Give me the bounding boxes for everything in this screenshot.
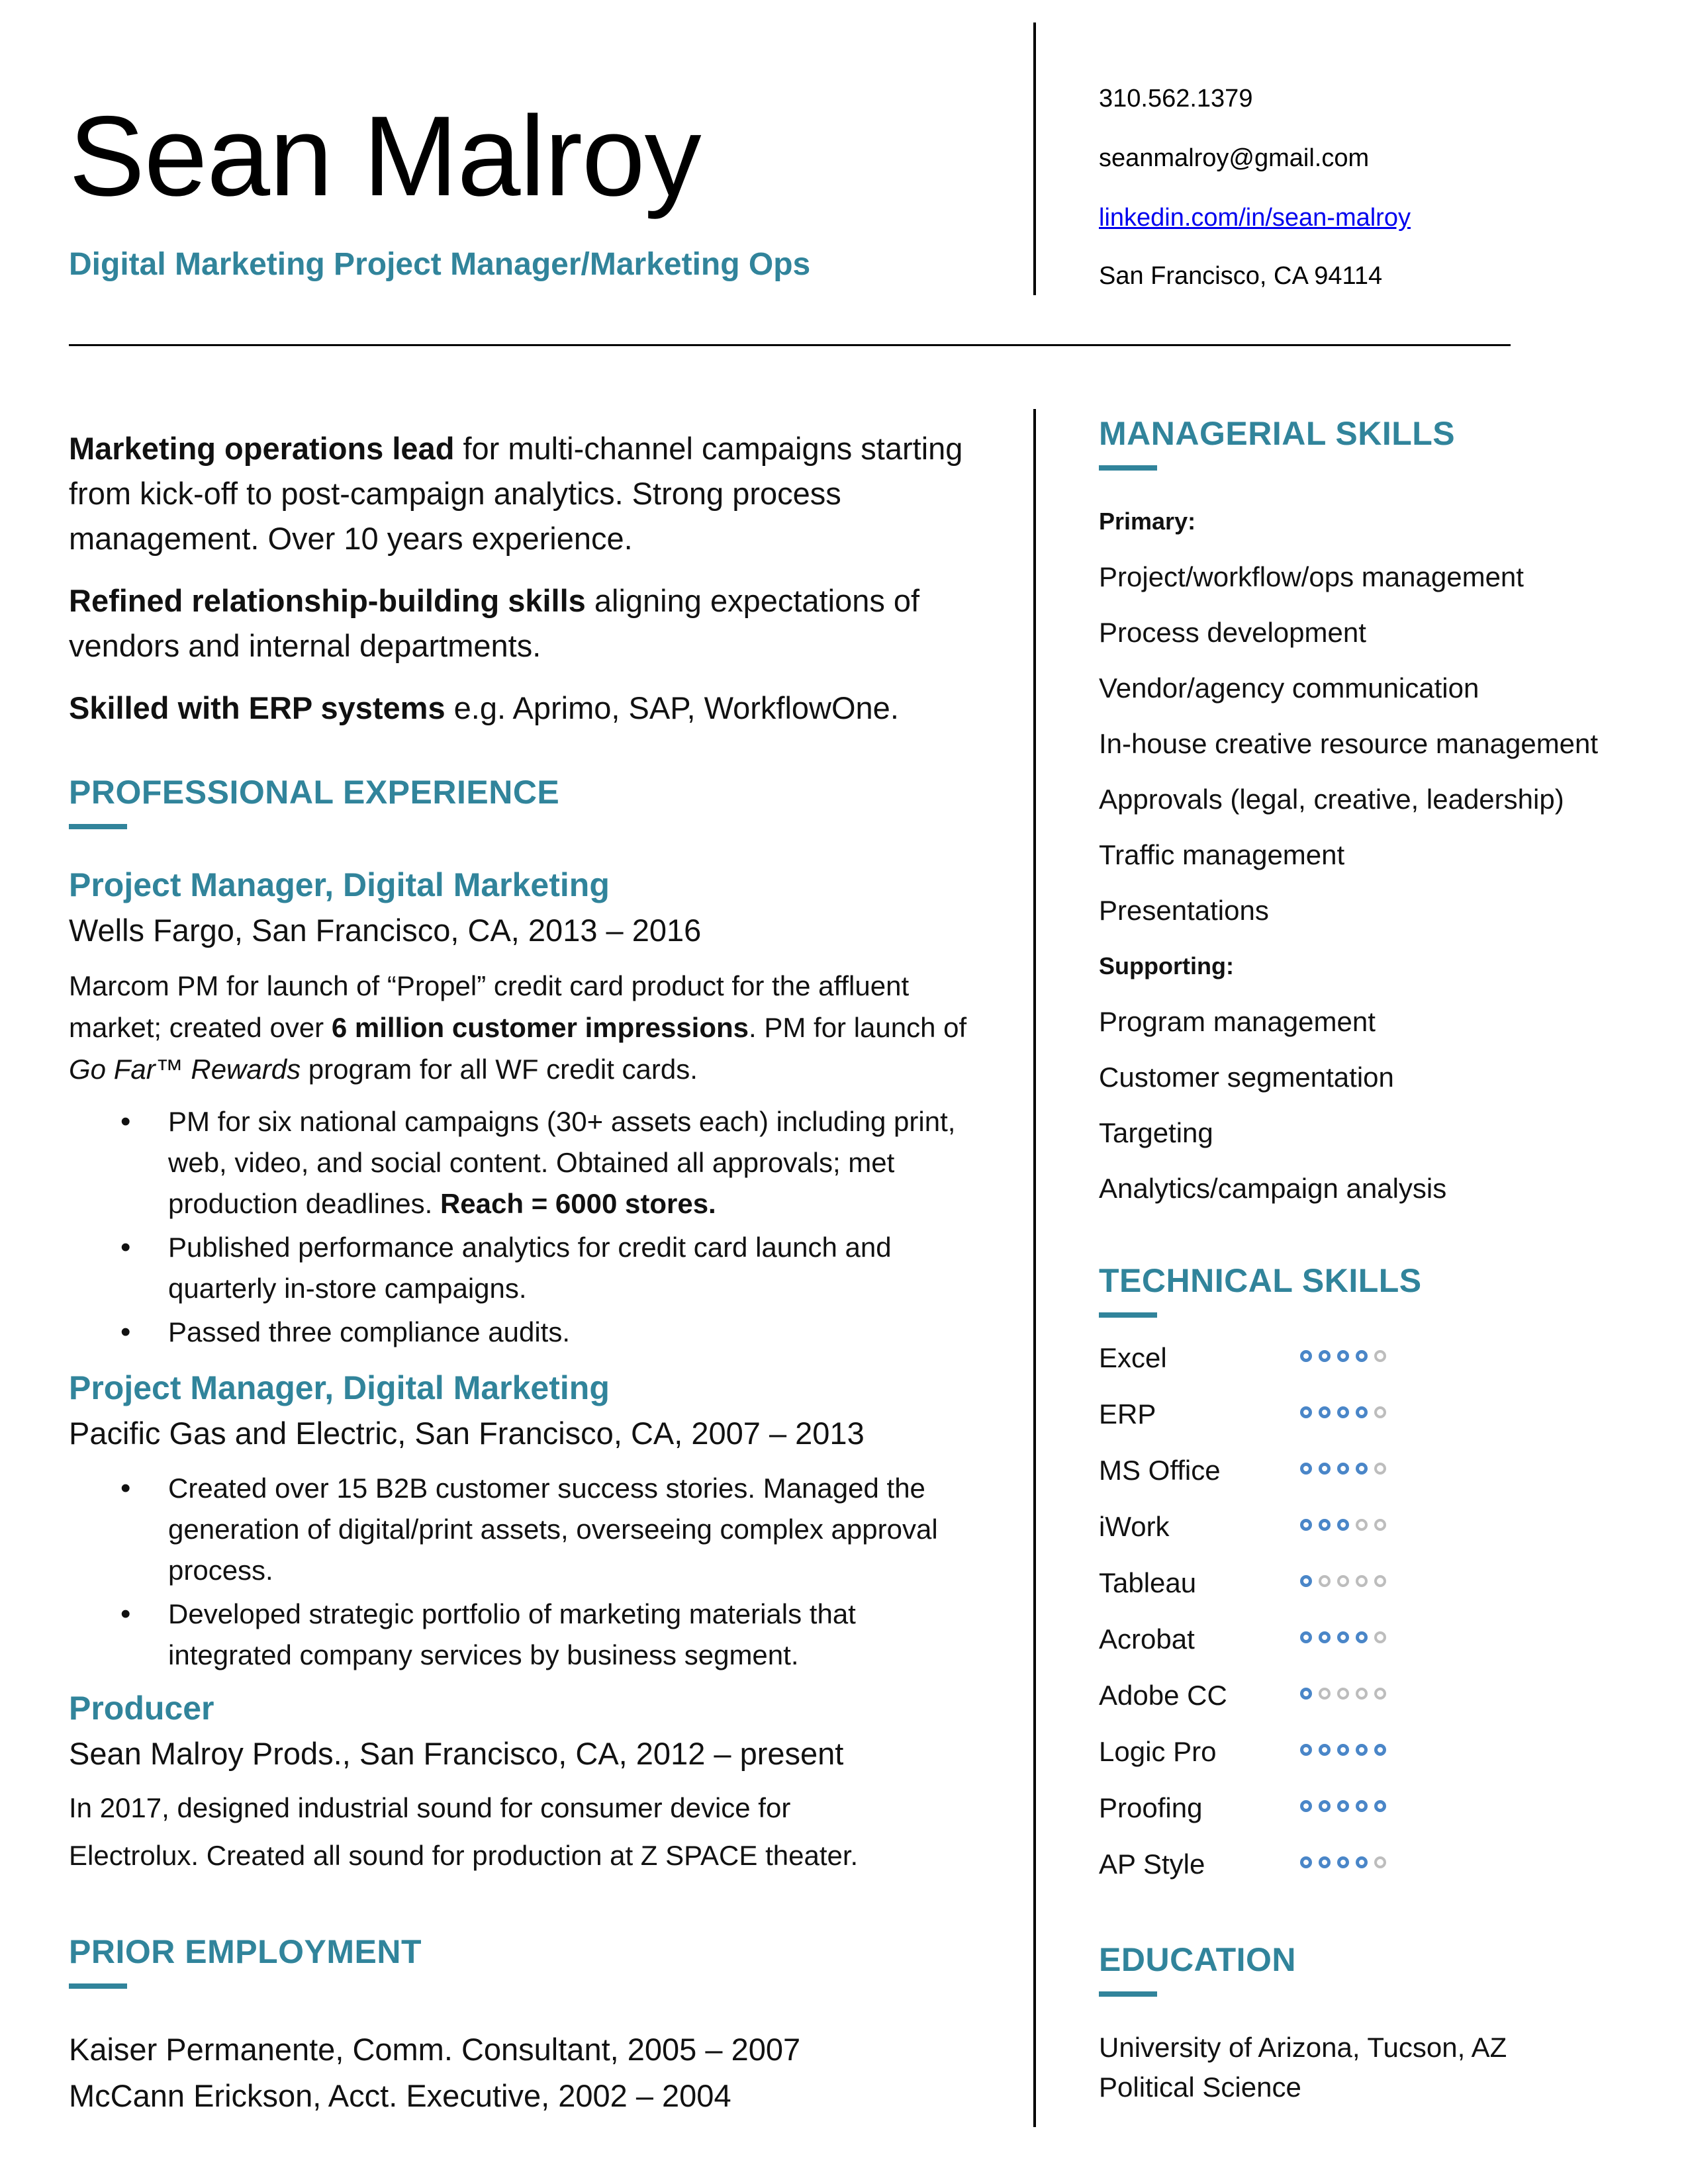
education-heading-bar [1099, 1991, 1157, 1997]
technical-skill-row [1099, 1837, 1443, 1892]
supporting-label: Supporting: [1099, 952, 1234, 979]
rating-dot-filled-icon [1337, 1463, 1349, 1475]
job-title: Project Manager, Digital Marketing [69, 866, 610, 903]
skill-item: Customer segmentation [1099, 1062, 1394, 1093]
summary [69, 426, 996, 748]
bullet-item: • Published performance analytics for credit card launch and quarterly in-store campaigns. [69, 1227, 982, 1309]
rating-dot-empty-icon [1374, 1575, 1386, 1587]
education-heading: EDUCATION [1099, 1941, 1297, 1978]
rating-dot-empty-icon [1374, 1463, 1386, 1475]
rating-dot-filled-icon [1337, 1519, 1349, 1531]
managerial-heading-bar [1099, 465, 1157, 471]
rating-dot-filled-icon [1337, 1856, 1349, 1868]
job-title: Producer [69, 1690, 214, 1727]
rating-dot-empty-icon [1374, 1631, 1386, 1643]
summary-item: Skilled with ERP systems e.g. Aprimo, SAP, WorkflowOne. [69, 690, 899, 725]
prior-heading-bar [69, 1983, 127, 1989]
rating-dot-empty-icon [1374, 1519, 1386, 1531]
skill-item: In-house creative resource management [1099, 728, 1599, 759]
technical-skill-name: iWork [1099, 1511, 1170, 1542]
technical-skill-name: Tableau [1099, 1567, 1197, 1598]
prior-item: McCann Erickson, Acct. Executive, 2002 – 2004 [69, 2078, 731, 2113]
rating-dot-filled-icon [1319, 1744, 1331, 1756]
experience-heading: PROFESSIONAL EXPERIENCE [69, 774, 560, 811]
technical-skill-row [1099, 1330, 1443, 1386]
technical-heading: TECHNICAL SKILLS [1099, 1262, 1422, 1299]
technical-skill-name: MS Office [1099, 1455, 1221, 1486]
skill-item: Presentations [1099, 895, 1269, 926]
technical-skill-row [1099, 1780, 1443, 1836]
skill-item: Analytics/campaign analysis [1099, 1173, 1447, 1204]
technical-skill-name: Logic Pro [1099, 1736, 1217, 1767]
rating-dot-filled-icon [1356, 1463, 1368, 1475]
candidate-subtitle: Digital Marketing Project Manager/Marketing Ops [69, 247, 811, 282]
summary-item: Refined relationship-building skills aligning expectations of vendors and internal departments. [69, 583, 920, 663]
rating-dot-filled-icon [1300, 1856, 1312, 1868]
rating-dot-empty-icon [1319, 1575, 1331, 1587]
rating-dot-filled-icon [1300, 1575, 1312, 1587]
skill-item: Program management [1099, 1006, 1376, 1037]
contact-phone: 310.562.1379 [1099, 85, 1253, 113]
technical-skill-row [1099, 1555, 1443, 1611]
bullet-item: • Created over 15 B2B customer success stories. Managed the generation of digital/print assets, overseeing complex approval process. [69, 1468, 982, 1591]
education-school: University of Arizona, Tucson, AZ [1099, 2032, 1507, 2063]
job-bullets [69, 1101, 982, 1355]
job-description: Marcom PM for launch of “Propel” credit card product for the affluent market; created over 6 million customer impressions. PM for launch of Go Far™ Rewards program for all WF credit cards. [69, 970, 967, 1085]
rating-dot-filled-icon [1356, 1350, 1368, 1362]
rating-dot-filled-icon [1300, 1688, 1312, 1700]
rating-dot-filled-icon [1356, 1744, 1368, 1756]
experience-heading-bar [69, 824, 127, 829]
job-title: Project Manager, Digital Marketing [69, 1369, 610, 1406]
skill-item: Vendor/agency communication [1099, 672, 1479, 704]
rating-dot-filled-icon [1337, 1406, 1349, 1418]
technical-skill-name: Excel [1099, 1342, 1167, 1373]
contact-linkedin-link[interactable]: linkedin.com/in/sean-malroy [1099, 204, 1411, 232]
managerial-heading: MANAGERIAL SKILLS [1099, 415, 1456, 452]
education-major: Political Science [1099, 2071, 1301, 2103]
bullet-item: • Developed strategic portfolio of marketing materials that integrated company services by business segment. [69, 1594, 982, 1676]
rating-dot-filled-icon [1319, 1519, 1331, 1531]
rating-dot-filled-icon [1337, 1631, 1349, 1643]
rating-dot-filled-icon [1337, 1744, 1349, 1756]
rating-dot-filled-icon [1319, 1800, 1331, 1812]
contact-email: seanmalroy@gmail.com [1099, 144, 1370, 172]
contact-location: San Francisco, CA 94114 [1099, 262, 1383, 290]
skill-item: Project/workflow/ops management [1099, 561, 1524, 592]
rating-dot-filled-icon [1356, 1406, 1368, 1418]
rating-dot-filled-icon [1374, 1800, 1386, 1812]
bullet-item: • Passed three compliance audits. [69, 1312, 982, 1353]
column-divider [1033, 409, 1036, 2127]
rating-dot-filled-icon [1300, 1350, 1312, 1362]
rating-dot-filled-icon [1319, 1463, 1331, 1475]
summary-item: Marketing operations lead for multi-channel campaigns starting from kick-off to post-campaign analytics. Strong process management. Over 10 years experience. [69, 431, 963, 556]
rating-dot-filled-icon [1319, 1350, 1331, 1362]
technical-skill-row [1099, 1724, 1443, 1780]
managerial-skills-list [1099, 494, 1642, 1216]
skill-item: Targeting [1099, 1117, 1213, 1148]
rating-dot-filled-icon [1300, 1631, 1312, 1643]
rating-dot-filled-icon [1319, 1631, 1331, 1643]
rating-dot-empty-icon [1374, 1406, 1386, 1418]
job-org: Wells Fargo, San Francisco, CA, 2013 – 2016 [69, 913, 702, 948]
job-org: Pacific Gas and Electric, San Francisco, CA, 2007 – 2013 [69, 1416, 865, 1451]
rating-dot-filled-icon [1374, 1744, 1386, 1756]
rating-dot-empty-icon [1337, 1575, 1349, 1587]
job-description-line: Electrolux. Created all sound for production at Z SPACE theater. [69, 1840, 859, 1871]
prior-heading: PRIOR EMPLOYMENT [69, 1933, 422, 1970]
technical-heading-bar [1099, 1312, 1157, 1318]
skill-item: Traffic management [1099, 839, 1345, 870]
rating-dot-filled-icon [1337, 1350, 1349, 1362]
prior-item: Kaiser Permanente, Comm. Consultant, 2005 – 2007 [69, 2032, 801, 2067]
rating-dot-filled-icon [1300, 1406, 1312, 1418]
rating-dot-empty-icon [1337, 1688, 1349, 1700]
skill-item: Process development [1099, 617, 1366, 648]
technical-skill-name: Adobe CC [1099, 1680, 1227, 1711]
rating-dot-filled-icon [1300, 1744, 1312, 1756]
rating-dot-filled-icon [1300, 1463, 1312, 1475]
technical-skill-row [1099, 1387, 1443, 1442]
header-divider-horizontal [69, 344, 1511, 346]
rating-dot-empty-icon [1356, 1519, 1368, 1531]
technical-skill-name: AP Style [1099, 1848, 1205, 1880]
technical-skill-row [1099, 1668, 1443, 1723]
job-description-line: In 2017, designed industrial sound for consumer device for [69, 1792, 791, 1823]
technical-skill-row [1099, 1612, 1443, 1667]
rating-dot-filled-icon [1356, 1856, 1368, 1868]
technical-skill-name: Acrobat [1099, 1623, 1195, 1655]
rating-dot-filled-icon [1356, 1631, 1368, 1643]
rating-dot-empty-icon [1356, 1688, 1368, 1700]
technical-skill-row [1099, 1443, 1443, 1498]
rating-dot-empty-icon [1374, 1350, 1386, 1362]
rating-dot-filled-icon [1300, 1800, 1312, 1812]
header-divider-vertical [1033, 23, 1036, 295]
candidate-name: Sean Malroy [69, 93, 701, 220]
rating-dot-filled-icon [1356, 1800, 1368, 1812]
rating-dot-empty-icon [1356, 1575, 1368, 1587]
rating-dot-filled-icon [1300, 1519, 1312, 1531]
primary-label: Primary: [1099, 508, 1196, 535]
rating-dot-filled-icon [1319, 1406, 1331, 1418]
rating-dot-empty-icon [1374, 1856, 1386, 1868]
bullet-item: • PM for six national campaigns (30+ assets each) including print, web, video, and social content. Obtained all approvals; met production deadlines. Reach = 6000 stores. [69, 1101, 982, 1224]
job-org: Sean Malroy Prods., San Francisco, CA, 2012 – present [69, 1736, 844, 1771]
rating-dot-filled-icon [1337, 1800, 1349, 1812]
technical-skill-name: Proofing [1099, 1792, 1203, 1823]
technical-skill-row [1099, 1499, 1443, 1555]
job-bullets [69, 1468, 982, 1678]
technical-skill-name: ERP [1099, 1398, 1156, 1430]
rating-dot-empty-icon [1374, 1688, 1386, 1700]
rating-dot-empty-icon [1319, 1688, 1331, 1700]
rating-dot-filled-icon [1319, 1856, 1331, 1868]
skill-item: Approvals (legal, creative, leadership) [1099, 784, 1564, 815]
